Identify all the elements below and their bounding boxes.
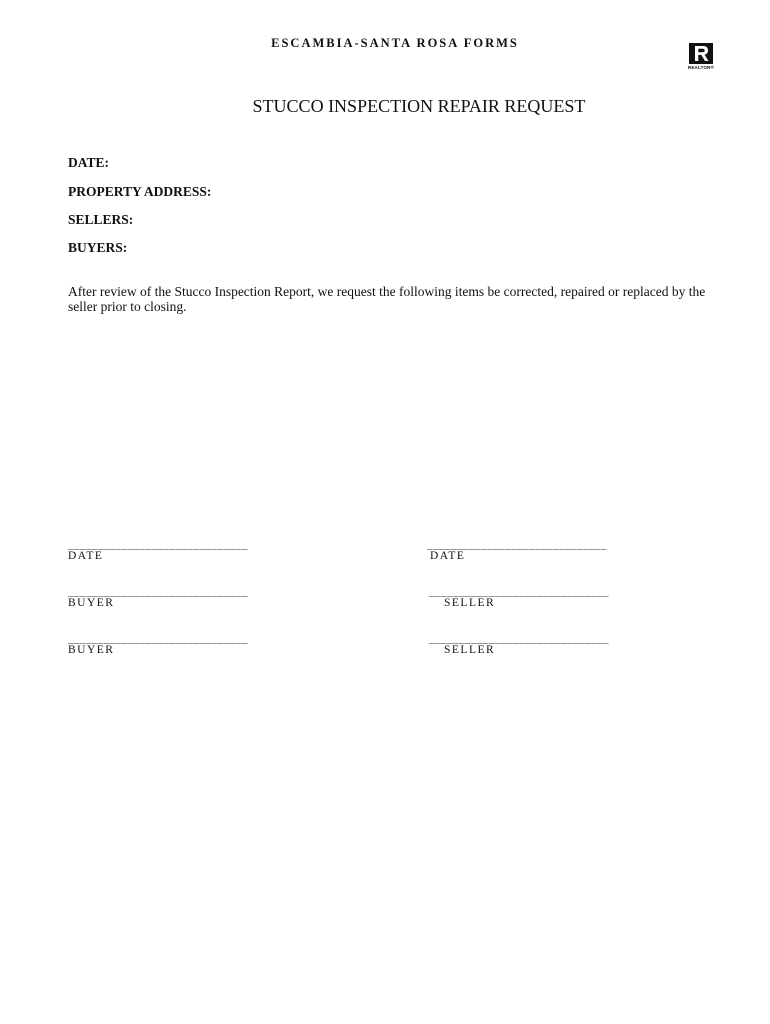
buyer-1-signature-line[interactable]: ______________________________ [68, 586, 248, 598]
seller-1-signature-line[interactable]: ______________________________ [429, 586, 609, 598]
forms-header: ESCAMBIA-SANTA ROSA FORMS [271, 36, 519, 50]
sellers-field-label: SELLERS: [68, 212, 134, 227]
seller-2-label: SELLER [444, 644, 496, 656]
seller-1-label: SELLER [444, 597, 496, 609]
buyer-2-signature-line[interactable]: ______________________________ [68, 633, 248, 645]
property-address-field-label: PROPERTY ADDRESS: [68, 184, 212, 199]
realtor-r-icon [689, 43, 713, 64]
right-date-signature-line[interactable]: ______________________________ [427, 539, 607, 551]
document-title: STUCCO INSPECTION REPAIR REQUEST [252, 96, 586, 116]
right-date-label: DATE [430, 550, 466, 562]
buyers-field-label: BUYERS: [68, 240, 128, 255]
realtor-logo-text: REALTOR® [687, 65, 715, 70]
seller-2-signature-line[interactable]: ______________________________ [429, 633, 609, 645]
left-date-signature-line[interactable]: ______________________________ [68, 539, 248, 551]
buyer-1-label: BUYER [68, 597, 115, 609]
buyer-2-label: BUYER [68, 644, 115, 656]
left-date-label: DATE [68, 550, 104, 562]
realtor-logo [685, 43, 717, 73]
date-field-label: DATE: [68, 155, 110, 170]
request-paragraph: After review of the Stucco Inspection Report, we request the following items be corrected, repaired or replaced by the seller prior to closing. [68, 284, 706, 314]
